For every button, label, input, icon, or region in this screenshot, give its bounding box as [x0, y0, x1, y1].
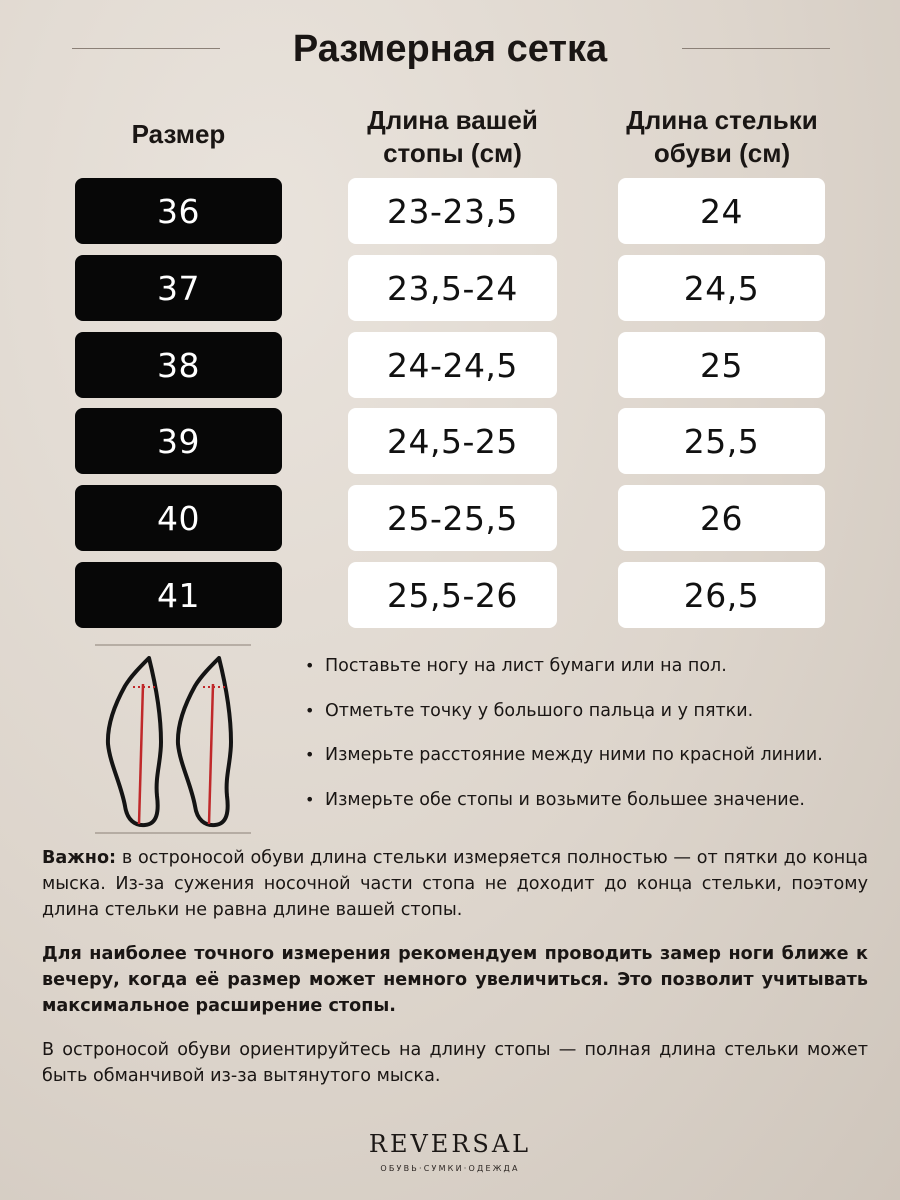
- page-title: Размерная сетка: [292, 28, 608, 70]
- size-cell: 40: [75, 485, 282, 551]
- size-cell: 36: [75, 178, 282, 244]
- foot-length-cell: 25,5-26: [348, 562, 557, 628]
- important-note: [42, 845, 868, 923]
- step-text: Измерьте расстояние между ними по красной линии.: [325, 745, 823, 765]
- list-item: [305, 742, 885, 787]
- insole-length-cell: 26: [618, 485, 825, 551]
- step-text: Отметьте точку у большого пальца и у пятки.: [325, 700, 754, 721]
- column-header-insole-line2: обуви (см): [653, 138, 791, 168]
- size-cell: 39: [75, 408, 282, 474]
- foot-length-cell: 23,5-24: [348, 255, 557, 321]
- size-cell: 41: [75, 562, 282, 628]
- step-text: Поставьте ногу на лист бумаги или на пол.: [325, 656, 727, 676]
- foot-length-cell: 24,5-25: [348, 408, 557, 474]
- left-shoe-outline-icon: [108, 658, 161, 825]
- footprint-illustration: [95, 644, 251, 836]
- bullet-icon: •: [305, 700, 315, 720]
- foot-length-cell: 23-23,5: [348, 178, 557, 244]
- column-header-foot-line1: Длина вашей: [367, 105, 538, 135]
- important-label: Важно:: [42, 848, 117, 868]
- column-header-size-label: Размер: [131, 119, 226, 149]
- bullet-icon: •: [305, 789, 315, 809]
- insole-length-cell: 25: [618, 332, 825, 398]
- column-header-size: [75, 118, 282, 151]
- step-text: Измерьте обе стопы и возьмите большее значение.: [325, 789, 805, 810]
- insole-length-cell: 24: [618, 178, 825, 244]
- list-item: [305, 787, 885, 832]
- insole-length-cell: 24,5: [618, 255, 825, 321]
- foot-length-cell: 25-25,5: [348, 485, 557, 551]
- insole-length-cell: 25,5: [618, 408, 825, 474]
- size-cell: 38: [75, 332, 282, 398]
- pointed-toe-note: В остроносой обуви ориентируйтесь на длину стопы — полная длина стельки может быть обманчивой из-за вытянутого мыска.: [42, 1040, 868, 1086]
- important-text: в остроносой обуви длина стельки измеряется полностью — от пятки до конца мыска. Из-за сужения носочной части стопа не доходит до конца стельки, поэтому длина стельки не равна длине вашей стопы.: [42, 848, 868, 920]
- size-cell: 37: [75, 255, 282, 321]
- right-measure-line: [209, 684, 213, 824]
- brand-tagline: ОБУВЬ·СУМКИ·ОДЕЖДА: [380, 1164, 520, 1173]
- list-item: [305, 653, 885, 698]
- right-shoe-outline-icon: [178, 658, 231, 825]
- column-header-foot: [330, 104, 575, 170]
- column-header-foot-line2: стопы (см): [383, 138, 522, 168]
- measurement-advice: Для наиболее точного измерения рекомендуем проводить замер ноги ближе к вечеру, когда её размер может немного увеличиться. Это позволит учитывать максимальное расширение стопы.: [42, 944, 868, 1016]
- bullet-icon: •: [305, 656, 315, 675]
- bullet-icon: •: [305, 745, 315, 764]
- left-measure-line: [139, 684, 143, 824]
- foot-length-cell: 24-24,5: [348, 332, 557, 398]
- column-header-insole: [596, 104, 848, 170]
- column-header-insole-line1: Длина стельки: [626, 105, 818, 135]
- insole-length-cell: 26,5: [618, 562, 825, 628]
- measurement-steps: [305, 653, 885, 831]
- list-item: [305, 698, 885, 743]
- brand-logo: REVERSAL: [368, 1130, 532, 1158]
